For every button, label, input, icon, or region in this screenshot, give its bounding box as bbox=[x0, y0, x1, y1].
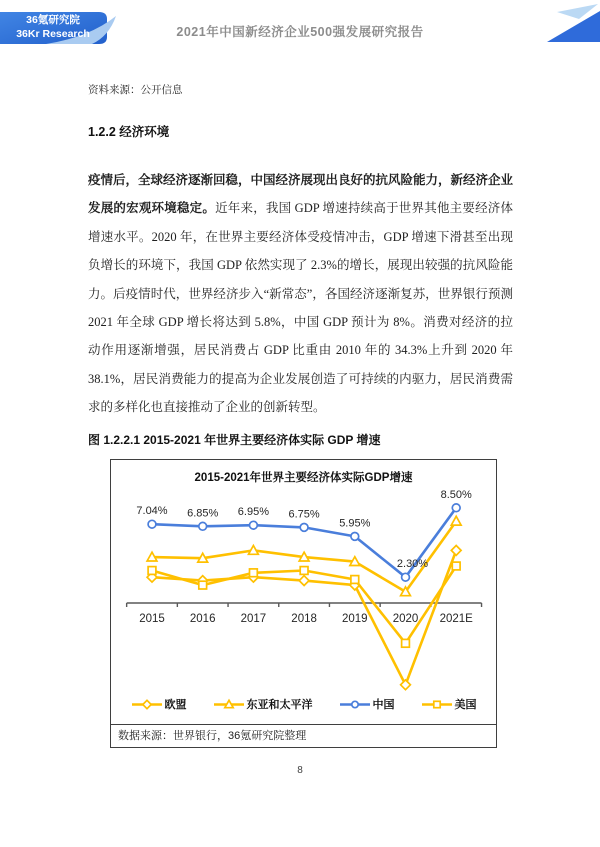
svg-text:6.95%: 6.95% bbox=[237, 506, 270, 519]
paragraph-lead: 疫情后，全球经济逐渐回稳，中国经济展现出良好的抗风险能力，新经济企业发展的宏观环境稳定。 bbox=[88, 173, 514, 216]
svg-text:7.04%: 7.04% bbox=[136, 505, 168, 518]
svg-text:2.30%: 2.30% bbox=[396, 558, 429, 571]
paragraph-body: 近年来，我国 GDP 增速持续高于世界其他主要经济体增速水平。2020 年，在世界主要经济体受疫情冲击，GDP 增速下滑甚至出现负增长的环境下，我国 GDP 依然实现了 2.3%的增长，展现出较强的抗风险能力。后疫情时代，世界经济步入“新常态”，各国经济逐渐复苏，世界银行预测 2021 年全球 GDP 增长将达到 5.8%，中国 GDP 预计为 8%。消费对经济的拉动作用逐渐增强，居民消费占 GDP 比重由 2010 年的 34.3%上升到 2020 年 38.1%，居民消费能力的提高为企业发展创造了可持续的内驱力，居民消费需求的多样化也直接推动了企业的创新转型。 bbox=[88, 201, 513, 415]
svg-text:2021E: 2021E bbox=[439, 613, 473, 625]
chart-source-note: 数据来源：世界银行，36氪研究院整理 bbox=[111, 724, 496, 747]
logo-line1: 36氪研究院 bbox=[26, 14, 80, 26]
svg-text:2019: 2019 bbox=[342, 613, 368, 625]
legend-label: 东亚和太平洋 bbox=[246, 699, 313, 711]
chart-title: 2015-2021年世界主要经济体实际GDP增速 bbox=[194, 472, 413, 484]
svg-text:2017: 2017 bbox=[240, 613, 267, 625]
svg-text:6.75%: 6.75% bbox=[288, 508, 320, 521]
body-paragraph bbox=[88, 166, 513, 422]
gdp-chart-svg bbox=[111, 488, 496, 691]
svg-text:2016: 2016 bbox=[189, 613, 216, 625]
circle-marker-icon bbox=[339, 698, 371, 711]
legend-item bbox=[213, 696, 313, 712]
figure-caption: 图 1.2.2.1 2015-2021 年世界主要经济体实际 GDP 增速 bbox=[88, 433, 381, 447]
legend-item bbox=[131, 696, 187, 712]
svg-text:2015: 2015 bbox=[139, 613, 165, 625]
chart-legend bbox=[111, 693, 496, 715]
legend-label: 美国 bbox=[454, 699, 477, 711]
legend-label: 欧盟 bbox=[164, 699, 187, 711]
page-number: 8 bbox=[297, 765, 303, 776]
legend-item bbox=[339, 696, 395, 712]
gdp-line-chart bbox=[110, 459, 497, 748]
svg-text:2020: 2020 bbox=[392, 613, 419, 625]
svg-text:5.95%: 5.95% bbox=[339, 517, 371, 530]
corner-swoosh-icon bbox=[534, 0, 600, 50]
svg-text:2018: 2018 bbox=[291, 613, 317, 625]
triangle-marker-icon bbox=[213, 698, 245, 711]
square-marker-icon bbox=[421, 698, 453, 711]
legend-label: 中国 bbox=[372, 699, 395, 711]
svg-text:6.85%: 6.85% bbox=[187, 507, 219, 520]
logo-line2: 36Kr Research bbox=[16, 28, 90, 40]
legend-item bbox=[421, 696, 477, 712]
report-header-title: 2021年中国新经济企业500强发展研究报告 bbox=[176, 25, 424, 39]
section-heading: 1.2.2 经济环境 bbox=[88, 125, 170, 139]
material-source-note: 资料来源：公开信息 bbox=[88, 84, 183, 96]
svg-text:8.50%: 8.50% bbox=[440, 488, 472, 501]
diamond-marker-icon bbox=[131, 698, 163, 711]
